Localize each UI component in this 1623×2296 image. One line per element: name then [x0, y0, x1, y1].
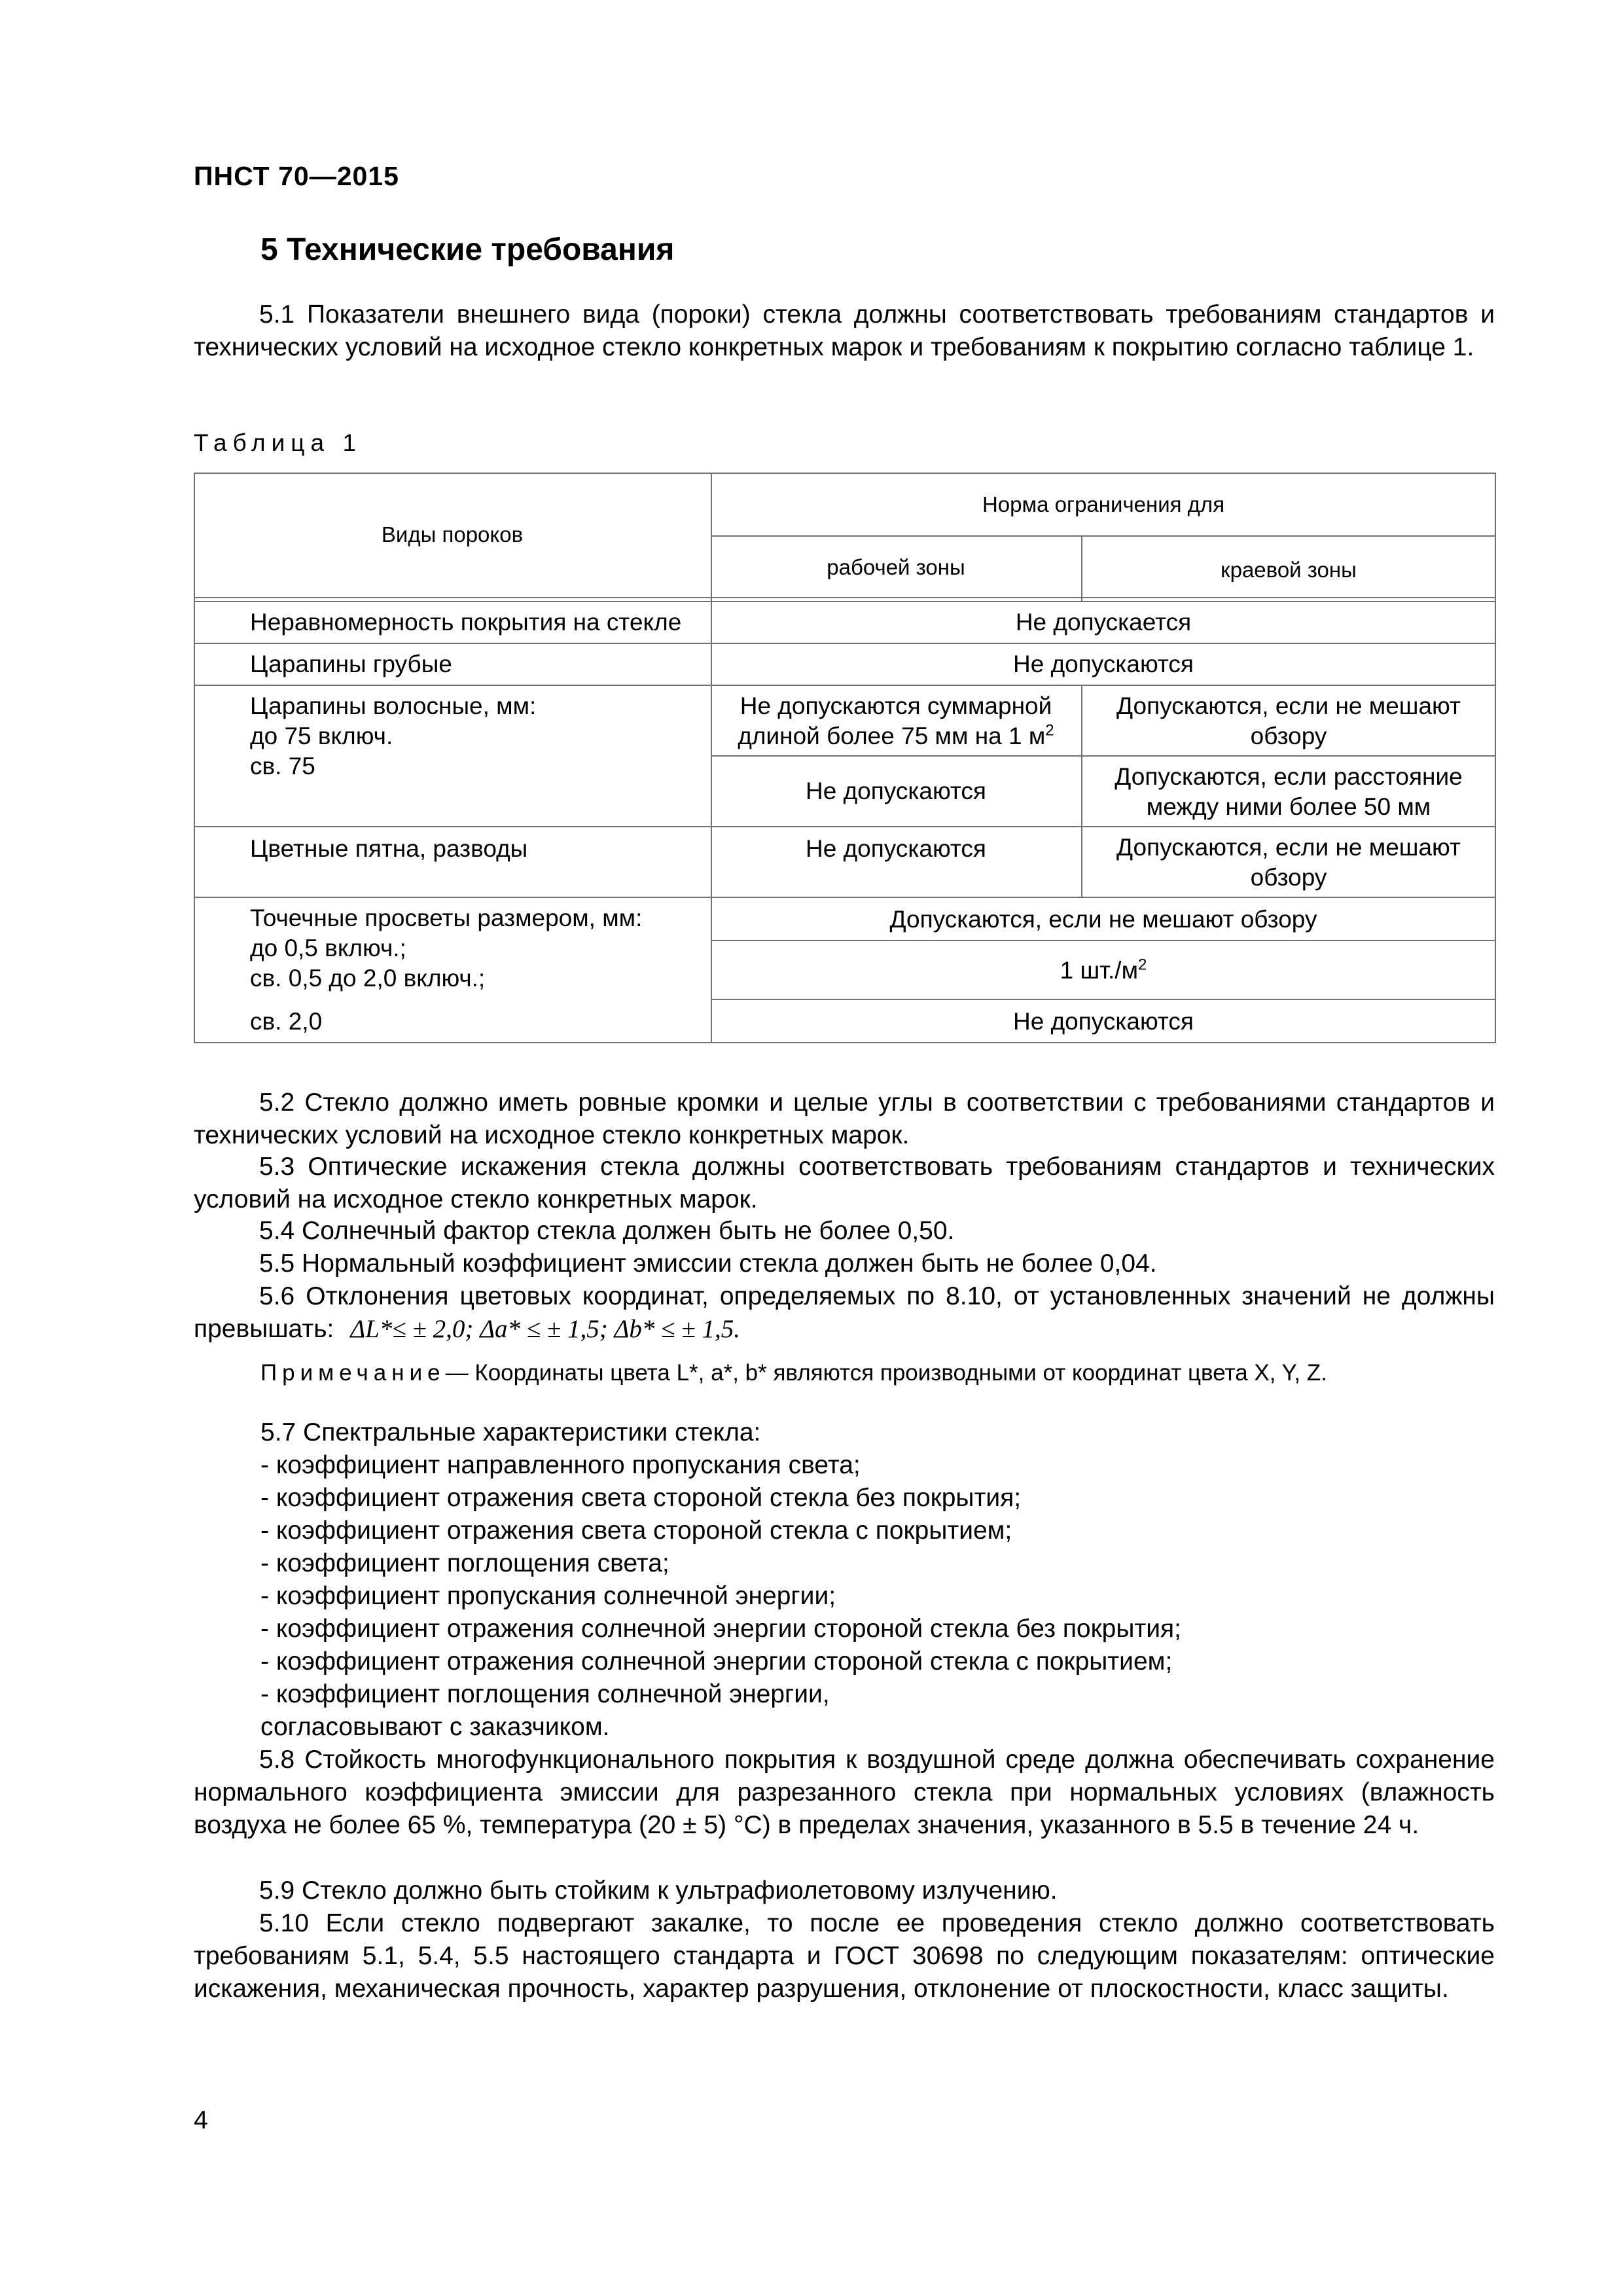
- row1-norm: Не допускается: [1015, 609, 1192, 636]
- document-code: ПНСТ 70—2015: [194, 161, 399, 191]
- row2-norm: Не допускаются: [1013, 651, 1194, 677]
- page-number: 4: [194, 2106, 208, 2134]
- row3a-work-line1: Не допускаются суммарной: [740, 692, 1052, 719]
- paragraph-5-4: 5.4 Солнечный фактор стекла должен быть не более 0,50.: [259, 1217, 955, 1245]
- row3-defect-line2: до 75 включ.: [250, 723, 393, 749]
- row4-defect: Цветные пятна, разводы: [250, 835, 528, 862]
- row3-defect-line3: св. 75: [250, 753, 315, 780]
- row3b-edge-line2: между ними более 50 мм: [1146, 793, 1431, 820]
- col-header-defects: Виды пороков: [381, 522, 524, 547]
- list-item: согласовывают с заказчиком.: [260, 1713, 610, 1741]
- section-title: 5 Технические требования: [260, 232, 675, 267]
- col-header-edge-zone: краевой зоны: [1221, 558, 1357, 582]
- note: [260, 1360, 1504, 1386]
- row5-defect-line4: св. 2,0: [250, 1008, 323, 1035]
- table-caption: Таблица 1: [194, 429, 362, 456]
- list-item: - коэффициент поглощения солнечной энергии,: [260, 1680, 830, 1708]
- paragraph-5-3: 5.3 Оптические искажения стекла должны соответствовать требованиям стандартов и технических условий на исходное стекло конкретных марок.: [194, 1153, 1495, 1213]
- paragraph-5-2: 5.2 Стекло должно иметь ровные кромки и целые углы в соответствии с требованиями стандартов и технических условий на исходное стекло конкретных марок.: [194, 1088, 1495, 1149]
- list-item: - коэффициент поглощения света;: [260, 1549, 669, 1577]
- row2-defect: Царапины грубые: [250, 651, 452, 677]
- row5b-norm: 1 $шт./м^2$: [1060, 956, 1147, 984]
- row5-defect-line2: до 0,5 включ.;: [250, 935, 406, 961]
- row4-work: Не допускаются: [806, 835, 986, 862]
- paragraph-5-8: 5.8 Стойкость многофункционального покрытия к воздушной среде должна обеспечивать сохранение нормального коэффициента эмиссии для разрезанного стекла при нормальных условиях (влажность воздуха не более 65 %, температура (20 ± 5) °С) в пределах значения, указанного в 5.5 в течение 24 ч.: [194, 1746, 1495, 1839]
- row3a-work-line2: длиной более 75 мм на 1 $м^2$: [738, 721, 1054, 749]
- row3a-edge-line2: обзору: [1250, 723, 1327, 749]
- paragraph-5-1: 5.1 Показатели внешнего вида (пороки) стекла должны соответствовать требованиям стандартов и технических условий на исходное стекло конкретных марок и требованиям к покрытию согласно таблице 1.: [194, 300, 1495, 361]
- row5-defect-line3: св. 0,5 до 2,0 включ.;: [250, 965, 486, 992]
- list-item: - коэффициент отражения солнечной энергии стороной стекла с покрытием;: [260, 1647, 1173, 1676]
- row5c-norm: Не допускаются: [1013, 1008, 1194, 1035]
- paragraph-5-10: 5.10 Если стекло подвергают закалке, то после ее проведения стекло должно соответствовать требованиям 5.1, 5.4, 5.5 настоящего стандарта и ГОСТ 30698 по следующим показателям: оптические искажения, механическая прочность, характер разрушения, отклонение от плоскостности, класс защиты.: [194, 1909, 1495, 2003]
- paragraph-5-6: 5.6 Отклонения цветовых координат, определяемых по 8.10, от установленных значений не должны превышать: ΔL*≤ ± 2,0; Δa* ≤ ± 1,5; Δb* ≤ ± 1,5.: [194, 1282, 1495, 1343]
- list-item: - коэффициент отражения солнечной энергии стороной стекла без покрытия;: [260, 1615, 1182, 1643]
- row3a-edge-line1: Допускаются, если не мешают: [1116, 692, 1461, 719]
- paragraph-5-7-intro: 5.7 Спектральные характеристики стекла:: [260, 1418, 761, 1446]
- color-deviation-formula: ΔL*≤ ± 2,0; Δa* ≤ ± 1,5; Δb* ≤ ± 1,5.: [350, 1315, 740, 1343]
- row5a-norm: Допускаются, если не мешают обзору: [889, 906, 1317, 933]
- col-header-work-zone: рабочей зоны: [827, 555, 965, 579]
- row3-defect-line1: Царапины волосные, мм:: [250, 692, 537, 719]
- list-item: - коэффициент направленного пропускания света;: [260, 1451, 861, 1479]
- note-label: Примечание: [260, 1360, 446, 1386]
- row3b-work: Не допускаются: [806, 778, 986, 804]
- paragraph-5-9: 5.9 Стекло должно быть стойким к ультрафиолетовому излучению.: [259, 1876, 1058, 1905]
- note-text: — Координаты цвета L*, a*, b* являются производными от координат цвета X, Y, Z.: [445, 1360, 1327, 1386]
- row4-edge-line2: обзору: [1250, 864, 1327, 891]
- defects-table: [194, 473, 1496, 1043]
- row1-defect: Неравномерность покрытия на стекле: [250, 609, 682, 636]
- row4-edge-line1: Допускаются, если не мешают: [1116, 834, 1461, 861]
- row5-defect-line1: Точечные просветы размером, мм:: [250, 905, 643, 931]
- list-item: - коэффициент пропускания солнечной энергии;: [260, 1582, 836, 1610]
- row3b-edge-line1: Допускаются, если расстояние: [1115, 763, 1463, 790]
- list-item: - коэффициент отражения света стороной стекла без покрытия;: [260, 1484, 1022, 1512]
- paragraph-5-5: 5.5 Нормальный коэффициент эмиссии стекла должен быть не более 0,04.: [259, 1249, 1157, 1278]
- list-item: - коэффициент отражения света стороной стекла с покрытием;: [260, 1516, 1012, 1545]
- col-header-group: Норма ограничения для: [982, 492, 1225, 516]
